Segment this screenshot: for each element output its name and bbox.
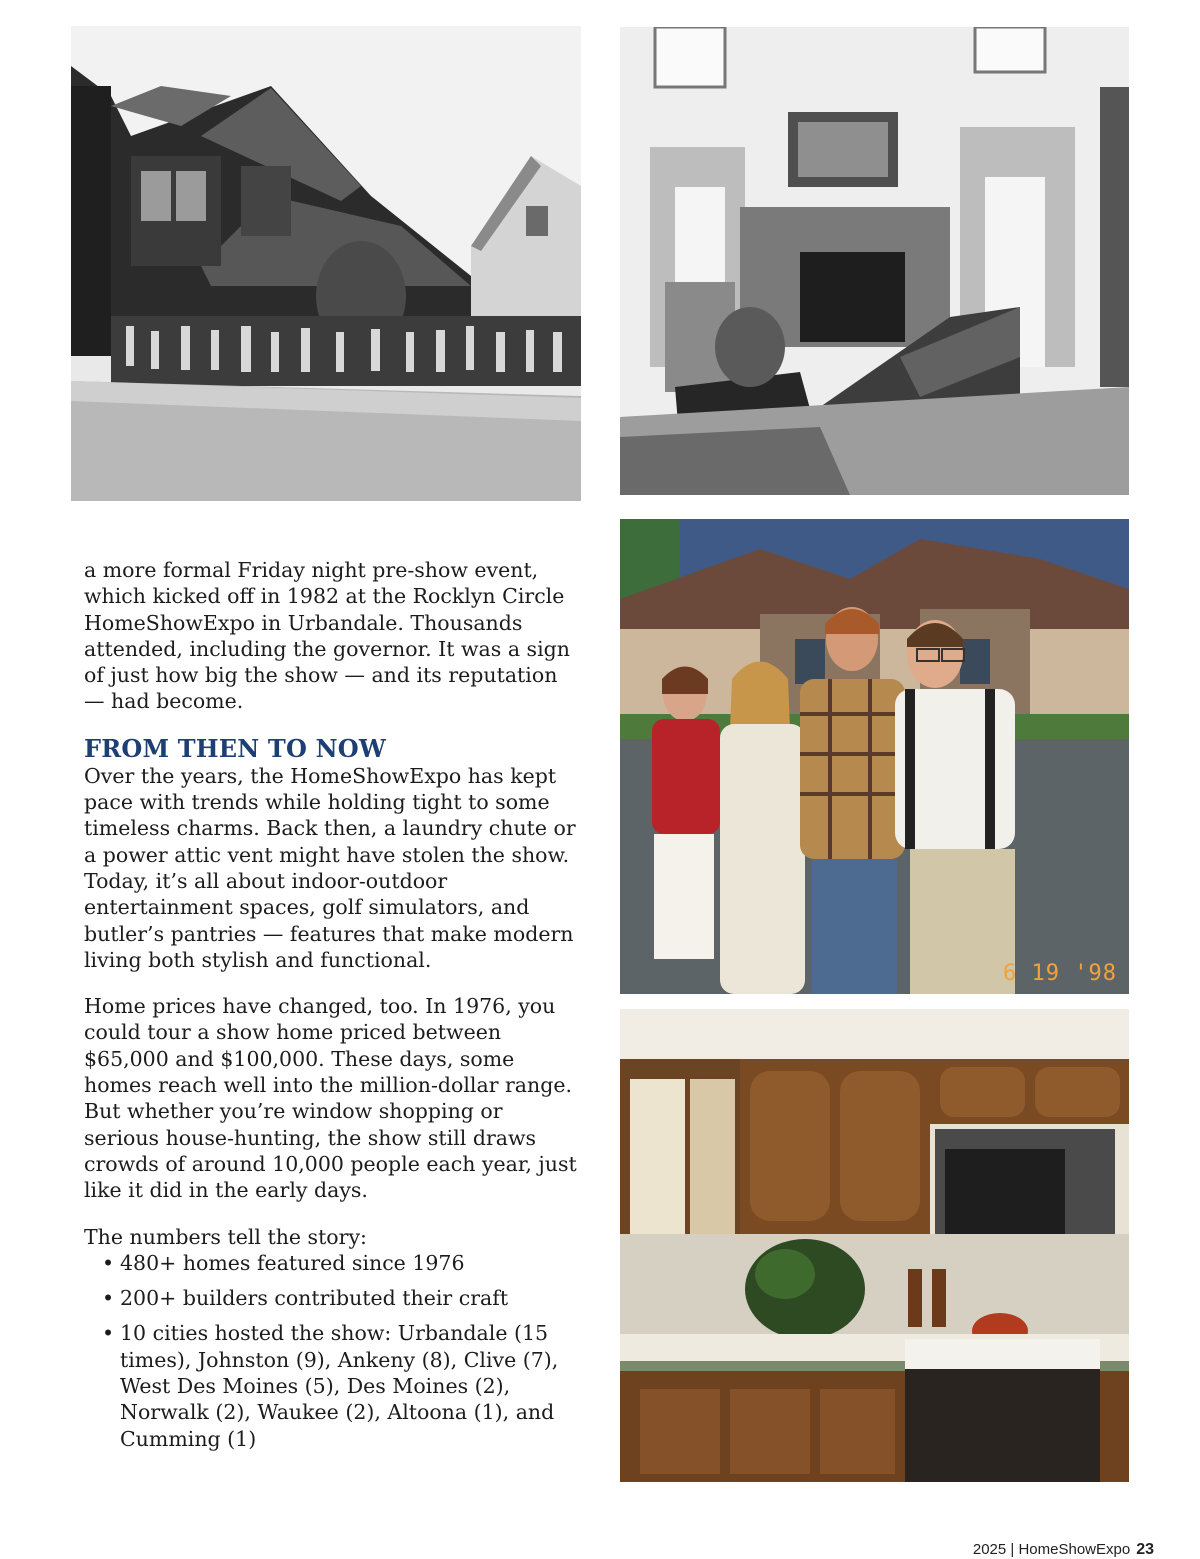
photo-kitchen (620, 1009, 1129, 1482)
photo-tudor-house-crowd (71, 26, 581, 501)
date-stamp: 6 19 '98 (1003, 961, 1117, 986)
page-footer (973, 1541, 1154, 1559)
section-heading: FROM THEN TO NOW (84, 733, 387, 763)
article-body (84, 557, 584, 1461)
list-item: • 10 cities hosted the show: Urbandale (15 times), Johnston (9), Ankeny (8), Clive (7), West Des Moines (5), Des Moines (2), Norwalk (2), Waukee (2), Altoona (1), and Cumming (1) (100, 1320, 584, 1451)
photo-group-of-four (620, 519, 1129, 994)
body-paragraph-2: Home prices have changed, too. In 1976, you could tour a show home priced between $65,000 and $100,000. These days, some homes reach well into the million-dollar range. But whether you’re window shopping or serious house-hunting, the show still draws crowds of around 10,000 people each year, just like it did in the early days. (84, 994, 577, 1203)
list-item: • 480+ homes featured since 1976 (100, 1250, 584, 1276)
page-number: 23 (1136, 1541, 1154, 1558)
intro-paragraph: a more formal Friday night pre-show event, which kicked off in 1982 at the Rocklyn Circle HomeShowExpo in Urbandale. Thousands attended, including the governor. It was a sign of just how big the show — and its reputation — had become. (84, 558, 570, 714)
list-item: • 200+ builders contributed their craft (100, 1285, 584, 1311)
stats-list (84, 1250, 584, 1452)
photo-living-room (620, 27, 1129, 495)
list-intro: The numbers tell the story: (84, 1224, 367, 1249)
publication-name: 2025 | HomeShowExpo (972, 1541, 1131, 1558)
body-paragraph-1: Over the years, the HomeShowExpo has kept pace with trends while holding tight to some timeless charms. Back then, a laundry chute or a power attic vent might have stolen the show. Today, it’s all about indoor-outdoor entertainment spaces, golf simulators, and butler’s pantries — features that make modern living both stylish and functional. (84, 763, 576, 972)
